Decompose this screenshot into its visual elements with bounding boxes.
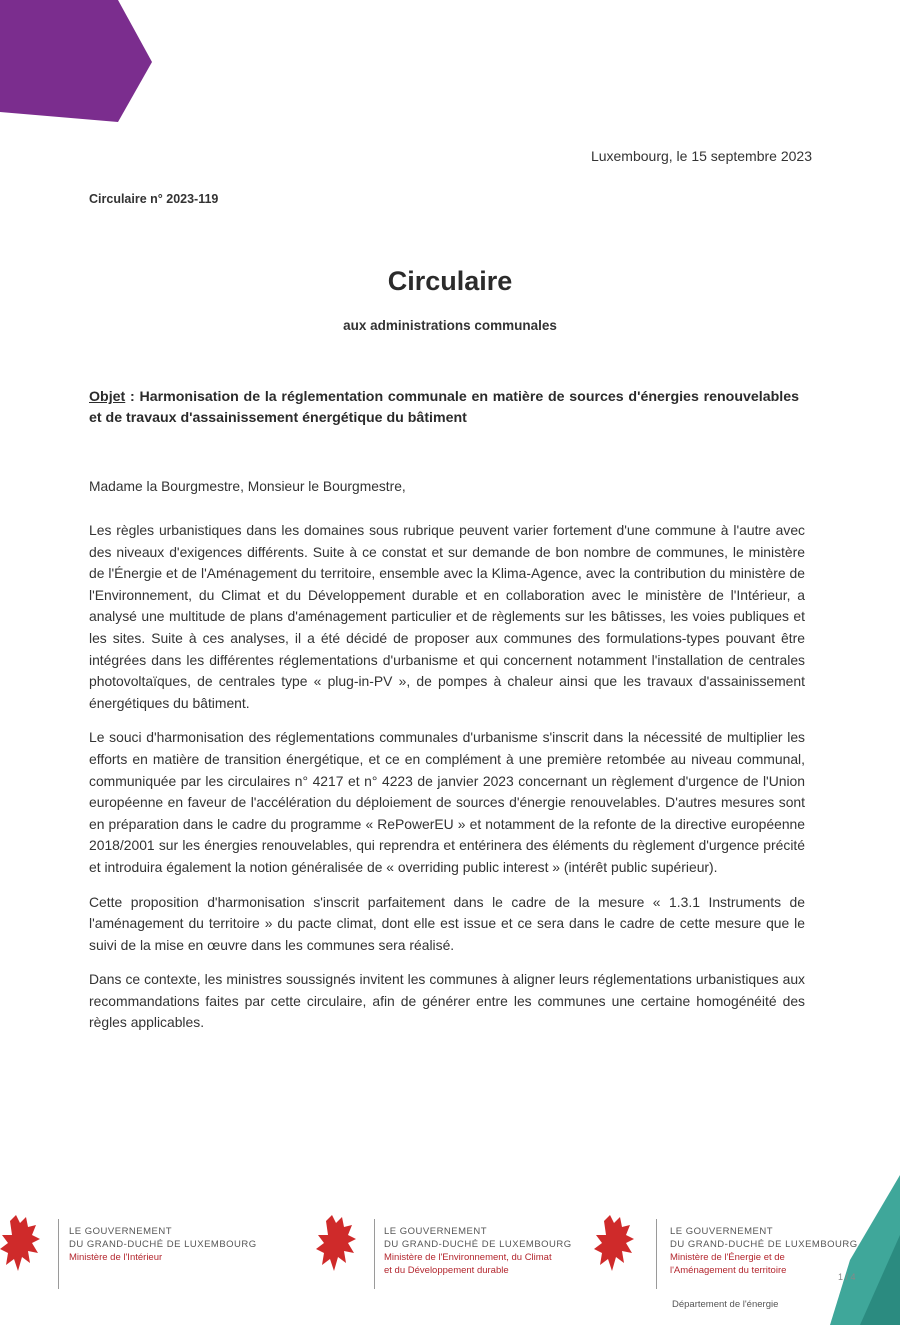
logo-text	[670, 1225, 858, 1277]
paragraph: Cette proposition d'harmonisation s'inscrit parfaitement dans le cadre de la mesure « 1.3.1 Instruments de l'aménagement du territoire » du pacte climat, dont elle est issue et ce sera dans le cadre de cette mesure que le suivi de la mise en œuvre dans les communes sera réalisé.	[89, 893, 805, 953]
subject-block	[89, 387, 799, 429]
document-subtitle: aux administrations communales	[343, 318, 557, 333]
logo-divider	[374, 1219, 375, 1289]
red-lion-icon	[316, 1213, 364, 1275]
body-text	[89, 520, 805, 1047]
paragraph: Les règles urbanistiques dans les domaines sous rubrique peuvent varier fortement d'une commune à l'autre avec des niveaux d'exigences différents. Suite à ce constat et sur demande de bon nombre de communes, le ministère de l'Énergie et de l'Aménagement du territoire, ensemble avec la Klima-Agence, avec la contribution du ministère de l'Environnement, du Climat et du Développement durable et en collaboration avec le ministère de l'Intérieur, a analysé une multitude de plans d'aménagement particulier et de règlements sur les bâtisses, les voies publiques et les sites. Suite à ces analyses, il a été décidé de proposer aux communes des formulations-types pouvant être intégrées dans les différentes réglementations d'urbanisme et qui concernent notamment l'installation de centrales photovoltaïques, de centrales type « plug-in-PV », de pompes à chaleur ainsi que les travaux d'assainissement énergétiques du bâtiment.	[89, 522, 805, 711]
ministry-name: Ministère de l'Intérieur	[69, 1252, 163, 1263]
subject-text: : Harmonisation de la réglementation communale en matière de sources d'énergies renouvelables et de travaux d'assainissement énergétique du bâtiment	[89, 389, 799, 426]
ministry-name: Ministère de l'Environnement, du Climat	[384, 1252, 552, 1263]
footer-logos	[0, 1213, 900, 1308]
red-lion-icon	[594, 1213, 642, 1275]
department-note: Département de l'énergie	[672, 1299, 779, 1310]
ministry-name-line2: et du Développement durable	[384, 1265, 509, 1276]
government-line1: LE GOUVERNEMENT	[69, 1226, 173, 1237]
salutation: Madame la Bourgmestre, Monsieur le Bourgmestre,	[89, 479, 406, 494]
logo-divider	[58, 1219, 59, 1289]
circular-reference: Circulaire n° 2023-119	[89, 192, 219, 206]
red-lion-icon	[0, 1213, 48, 1275]
purple-corner-decoration	[0, 0, 160, 125]
ministry-name: Ministère de l'Énergie et de	[670, 1252, 785, 1263]
government-line1: LE GOUVERNEMENT	[384, 1226, 488, 1237]
ministry-name-line2: l'Aménagement du territoire	[670, 1265, 787, 1276]
government-line2: DU GRAND-DUCHÉ DE LUXEMBOURG	[69, 1239, 257, 1250]
government-line2: DU GRAND-DUCHÉ DE LUXEMBOURG	[384, 1239, 572, 1250]
paragraph: Le souci d'harmonisation des réglementations communales d'urbanisme s'inscrit dans la nécessité de multiplier les efforts en matière de transition énergétique, et ce en complément à une première retombée au niveau communal, communiquée par les circulaires n° 4217 et n° 4223 de janvier 2023 concernant un règlement d'urgence de l'Union européenne en faveur de l'accélération du déploiement de sources d'énergie renouvelables. D'autres mesures sont en préparation dans le cadre du programme « RePowerEU » et notamment de la refonte de la directive européenne 2018/2001 sur les énergies renouvelables, qui reprendra et entérinera des éléments du règlement d'urgence précité et introduira également la notion généralisée de « overriding public interest » (intérêt public supérieur).	[89, 729, 805, 875]
logo-text	[384, 1225, 572, 1277]
government-line1: LE GOUVERNEMENT	[670, 1226, 774, 1237]
subject-label: Objet	[89, 389, 126, 405]
paragraph: Dans ce contexte, les ministres soussignés invitent les communes à aligner leurs réglementations urbanistiques aux recommandations faites par cette circulaire, afin de générer entre les communes une certaine homogénéité des règles applicables.	[89, 971, 805, 1031]
page-number: 1 / 4	[838, 1272, 856, 1282]
government-line2: DU GRAND-DUCHÉ DE LUXEMBOURG	[670, 1239, 858, 1250]
date-line: Luxembourg, le 15 septembre 2023	[590, 148, 812, 164]
document-title: Circulaire	[387, 266, 513, 296]
logo-text	[69, 1225, 257, 1264]
logo-divider	[656, 1219, 657, 1289]
